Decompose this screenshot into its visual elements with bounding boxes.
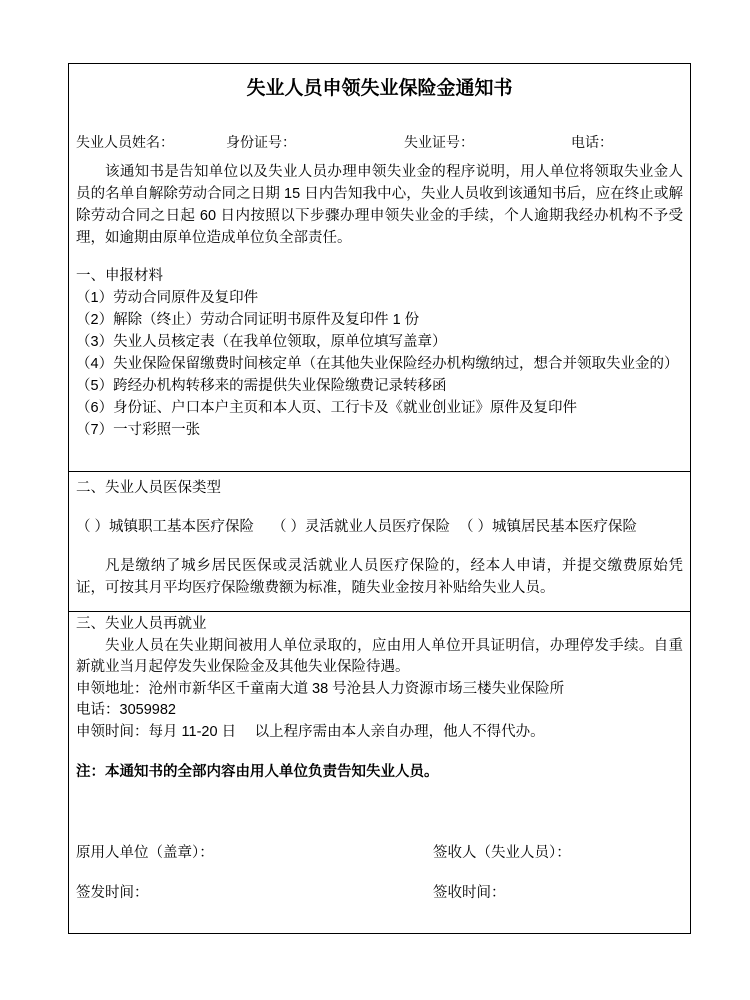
- option-urban-resident-insurance: （ ）城镇居民基本医疗保险: [459, 519, 638, 535]
- phone-line: 电话：3059982: [76, 702, 176, 718]
- receiver-label: 签收人（失业人员）：: [433, 845, 571, 861]
- option-urban-employee-insurance: （ ）城镇职工基本医疗保险: [76, 519, 255, 535]
- field-label-unemployment-cert-number: 失业证号：: [404, 134, 474, 150]
- field-label-phone: 电话：: [571, 134, 613, 150]
- claim-time-line: 申领时间：每月 11-20 日 以上程序需由本人亲自办理，他人不得代办。: [76, 723, 545, 740]
- intro-paragraph: 该通知书是告知单位以及失业人员办理申领失业金的程序说明，用人单位将领取失业金人员的名单自解除劳动合同之日期 15 日内告知我中心，失业人员收到该通知书后，应在终止或解除劳动合同之日起 60 日内按照以下步骤办理申领失业金的手续，个人逾期我经办机构不予受理，如逾期由原单位造成单位负全部责任。: [76, 164, 683, 246]
- list-item-6: （6）身份证、户口本户主页和本人页、工行卡及《就业创业证》原件及复印件: [76, 400, 578, 416]
- list-item-1: （1）劳动合同原件及复印件: [76, 290, 259, 306]
- field-label-id-number: 身份证号：: [226, 134, 296, 150]
- section-medical-insurance-type: [69, 471, 690, 611]
- list-item-2: （2）解除（终止）劳动合同证明书原件及复印件 1 份: [76, 312, 420, 328]
- section3-heading: 三、失业人员再就业: [76, 616, 207, 632]
- page-title: 失业人员申领失业保险金通知书: [246, 78, 513, 99]
- receive-time-label: 签收时间：: [433, 885, 506, 901]
- section-reemployment: [69, 611, 690, 946]
- header-fields-row: [76, 131, 683, 150]
- notice-document: [68, 63, 691, 934]
- option-flexible-employment-insurance: （ ）灵活就业人员医疗保险: [272, 519, 451, 535]
- insurance-options-row: [76, 516, 683, 538]
- section1-heading: 一、申报材料: [76, 268, 163, 284]
- list-item-7: （7）一寸彩照一张: [76, 422, 201, 438]
- section-top: [69, 77, 690, 471]
- section3-paragraph: 失业人员在失业期间被用人单位录取的，应由用人单位开具证明信，办理停发手续。自重新就业当月起停发失业保险金及其他失业保险待遇。: [76, 637, 683, 675]
- issuer-unit-label: 原用人单位（盖章）：: [76, 845, 214, 861]
- field-label-name: 失业人员姓名：: [76, 134, 174, 150]
- note-line: 注：本通知书的全部内容由用人单位负责告知失业人员。: [76, 764, 439, 780]
- list-item-5: （5）跨经办机构转移来的需提供失业保险缴费记录转移函: [76, 378, 447, 394]
- section2-heading: 二、失业人员医保类型: [76, 480, 221, 496]
- signature-row-2: [76, 883, 683, 905]
- list-item-4: （4）失业保险保留缴费时间核定单（在其他失业保险经办机构缴纳过，想合并领取失业金的）: [76, 356, 679, 372]
- section2-paragraph: 凡是缴纳了城乡居民医保或灵活就业人员医疗保险的，经本人申请，并提交缴费原始凭证，可按其月平均医疗保险缴费额为标准，随失业金按月补贴给失业人员。: [76, 558, 683, 596]
- issue-time-label: 签发时间：: [76, 885, 149, 901]
- claim-address-line: 申领地址：沧州市新华区千童南大道 38 号沧县人力资源市场三楼失业保险所: [76, 680, 565, 697]
- list-item-3: （3）失业人员核定表（在我单位领取，原单位填写盖章）: [76, 334, 447, 350]
- signature-row-1: [76, 843, 683, 865]
